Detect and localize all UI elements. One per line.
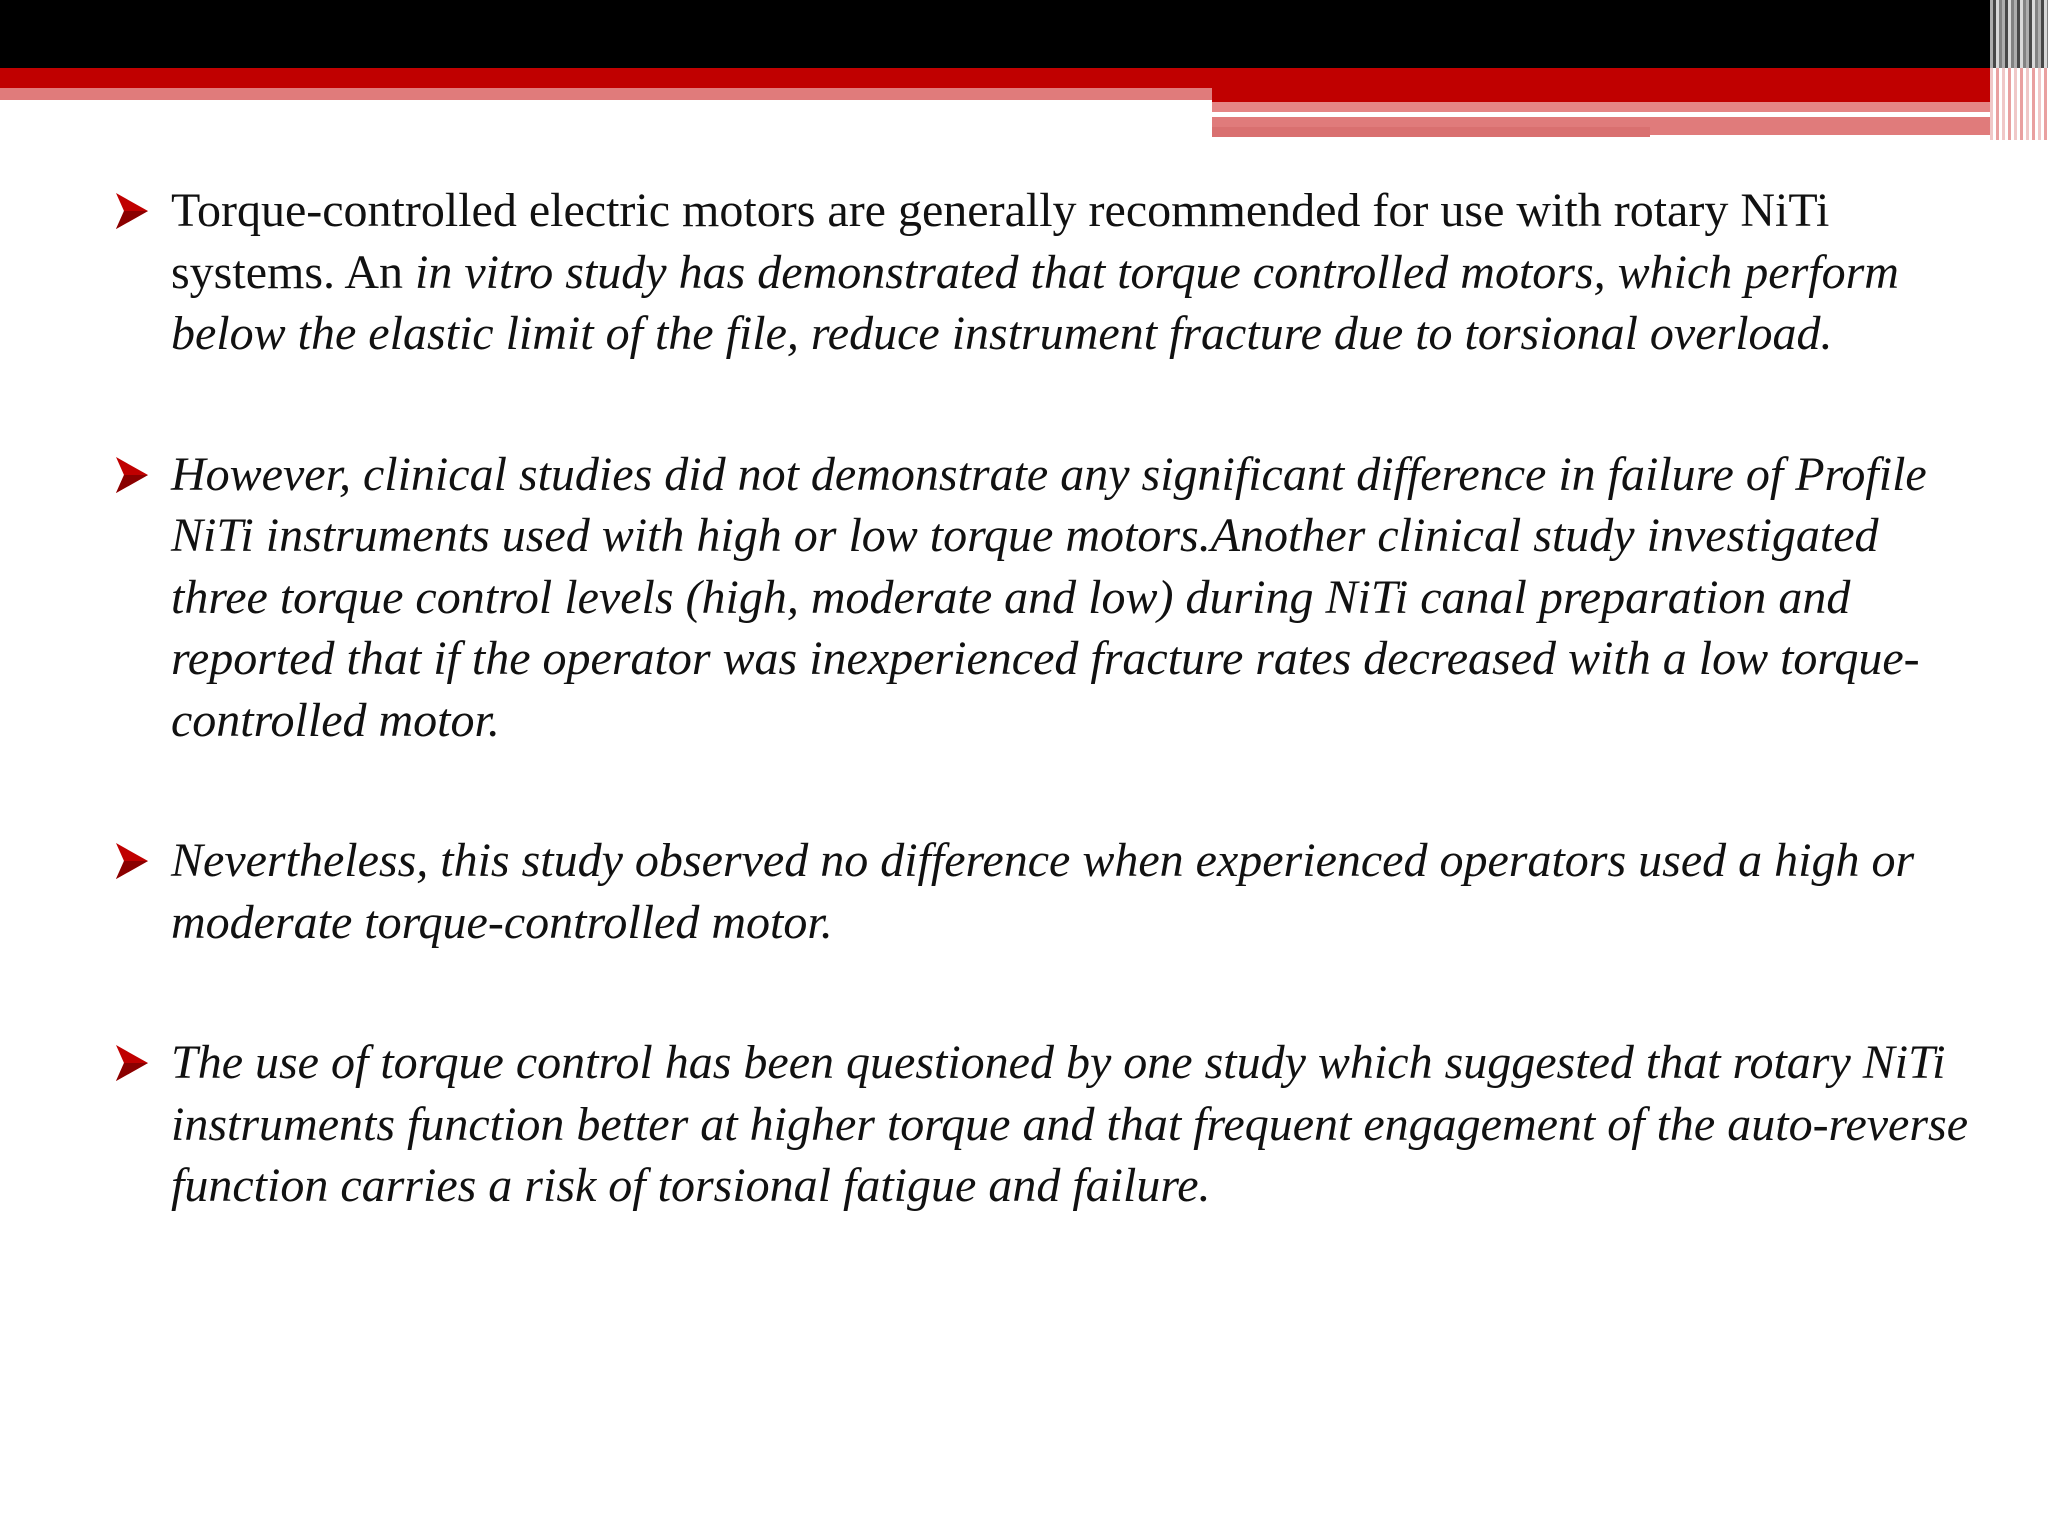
bullet-item bbox=[115, 1032, 1975, 1217]
header-band-red-right bbox=[1212, 88, 2048, 102]
header-band-pink-right bbox=[1212, 102, 2048, 112]
bullet-text-italic: The use of torque control has been questioned by one study which suggested that rotary NiTi instruments function better at higher torque and that frequent engagement of the auto-reverse function carries a risk of torsional fatigue and failure. bbox=[171, 1036, 1969, 1212]
bullet-item bbox=[115, 180, 1975, 365]
arrowhead-bullet-icon bbox=[115, 455, 149, 495]
edge-stripes-lower-decoration bbox=[1990, 68, 2048, 140]
bullet-item bbox=[115, 444, 1975, 752]
header-band-pink-left bbox=[0, 88, 1212, 100]
header-band-black bbox=[0, 0, 2048, 68]
bullet-item bbox=[115, 830, 1975, 953]
arrowhead-bullet-icon bbox=[115, 191, 149, 231]
bullet-list bbox=[115, 180, 1975, 1217]
bullet-text-italic: in vitro study has demonstrated that torque controlled motors, which perform below the elastic limit of the file, reduce instrument fracture due to torsional overload. bbox=[171, 245, 1899, 360]
header-band-pink-accent bbox=[1212, 127, 1650, 137]
bullet-text-italic: Nevertheless, this study observed no difference when experienced operators used a high or moderate torque-controlled motor. bbox=[171, 834, 1915, 949]
arrowhead-bullet-icon bbox=[115, 841, 149, 881]
bullet-text-italic: However, clinical studies did not demonstrate any significant difference in failure of Profile NiTi instruments used with high or low torque motors.Another clinical study investigated three torque control levels (high, moderate and low) during NiTi canal preparation and reported that if the operator was inexperienced fracture rates decreased with a low torque-controlled motor. bbox=[171, 447, 1927, 747]
arrowhead-bullet-icon bbox=[115, 1043, 149, 1083]
bullet-text-plain: Torque-controlled electric motors are generally recommended for use with rotary NiTi systems. An bbox=[171, 184, 1830, 299]
header-band-red bbox=[0, 68, 2048, 88]
